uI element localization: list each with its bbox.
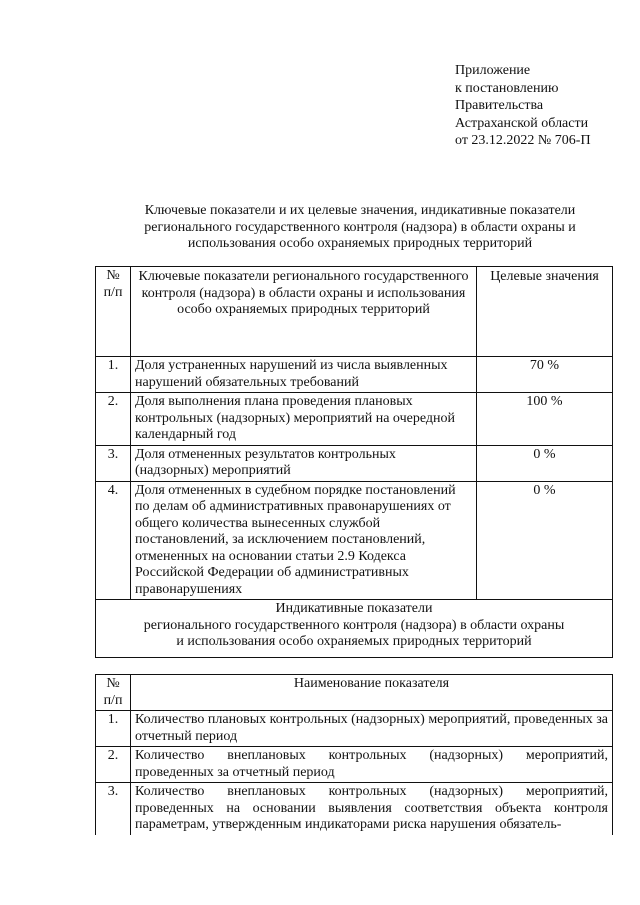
header-num: № п/п [96, 267, 131, 357]
indicative-heading-line: Индикативные показатели [275, 601, 433, 616]
table-row [96, 747, 613, 783]
indicative-heading-line: и использования особо охраняемых природных территорий [176, 634, 532, 649]
row-name: Доля отмененных результатов контрольных (надзорных) мероприятий [131, 445, 477, 481]
indicative-heading [96, 600, 613, 658]
table-row [96, 711, 613, 747]
row-num: 2. [96, 393, 131, 446]
appendix-line: Правительства [455, 98, 544, 113]
header-name: Ключевые показатели регионального государственного контроля (надзора) в области охраны и использования особо охраняемых природных территорий [131, 267, 477, 357]
indicative-heading-line: регионального государственного контроля (надзора) в области охраны [143, 617, 565, 633]
row-name: Доля устраненных нарушений из числа выявленных нарушений обязательных требований [131, 357, 477, 393]
appendix-line: к постановлению [455, 80, 559, 96]
row-value: 0 % [477, 481, 613, 600]
indicative-heading-row [96, 600, 613, 658]
row-num: 2. [96, 747, 131, 783]
row-value: 0 % [477, 445, 613, 481]
table-header-row [96, 267, 613, 357]
table-row [96, 357, 613, 393]
appendix-line: Астраханской области [455, 115, 589, 131]
appendix-line: от 23.12.2022 № 706-П [455, 133, 591, 148]
row-name: Количество плановых контрольных (надзорных) мероприятий, проведенных за отчетный период [131, 711, 613, 747]
row-name: Количество внеплановых контрольных (надзорных) мероприятий, проведенных за отчетный период [131, 747, 613, 783]
row-num: 4. [96, 481, 131, 600]
row-name: Доля отмененных в судебном порядке постановлений по делам об административных правонарушениях от общего количества вынесенных службой постановлений, за исключением постановлений, отмененных на основании статьи 2.9 Кодекса Российской Федерации об административных правонарушениях [131, 481, 477, 600]
row-name: Количество внеплановых контрольных (надзорных) мероприятий, проведенных на основании выявления соответствия объекта контроля параметрам, утвержденным индикаторами риска нарушения обязатель- [131, 783, 613, 835]
table-row [96, 481, 613, 600]
table-row [96, 393, 613, 446]
title-line: использования особо охраняемых природных территорий [187, 236, 533, 251]
row-num: 1. [96, 711, 131, 747]
header-value: Целевые значения [477, 267, 613, 357]
row-num: 3. [96, 783, 131, 835]
row-num: 3. [96, 445, 131, 481]
table-row [96, 445, 613, 481]
header-num: № п/п [96, 675, 131, 711]
appendix-line: Приложение [455, 63, 531, 78]
row-num: 1. [96, 357, 131, 393]
document-title [100, 203, 620, 253]
appendix-note [455, 62, 635, 150]
title-line: регионального государственного контроля (надзора) в области охраны и [144, 219, 576, 235]
key-indicators-table [95, 266, 613, 658]
row-name: Доля выполнения плана проведения плановых контрольных (надзорных) мероприятий на очередной календарный год [131, 393, 477, 446]
table-header-row [96, 675, 613, 711]
row-value: 100 % [477, 393, 613, 446]
indicative-indicators-table [95, 674, 613, 835]
title-line: Ключевые показатели и их целевые значения, индикативные показатели [144, 203, 576, 218]
header-name: Наименование показателя [131, 675, 613, 711]
row-value: 70 % [477, 357, 613, 393]
table-row [96, 783, 613, 835]
